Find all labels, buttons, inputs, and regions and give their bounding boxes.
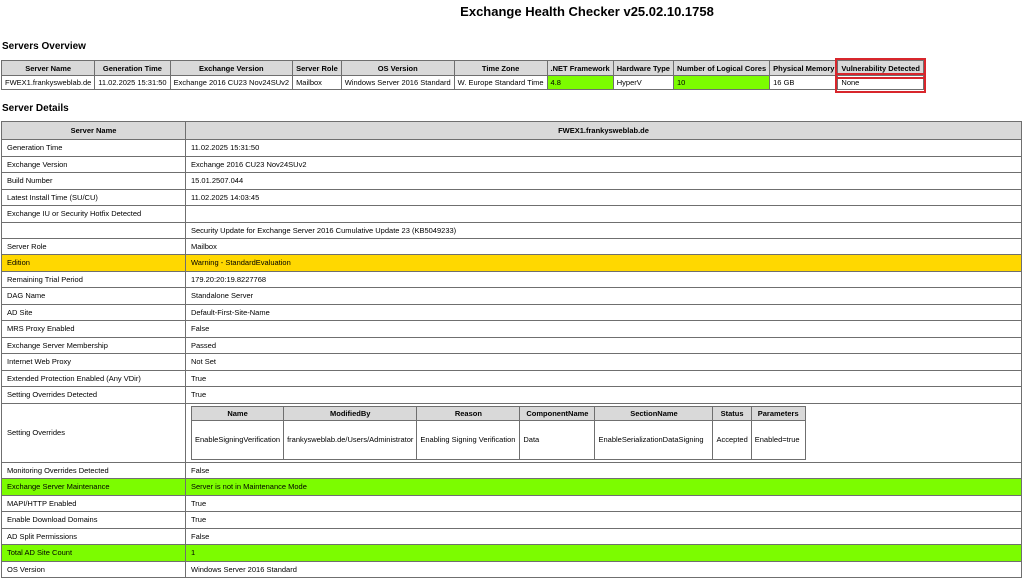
cell-server-role: Mailbox: [293, 76, 342, 90]
cell-generation-time: 11.02.2025 15:31:50: [95, 76, 170, 90]
col-vulnerability-detected: Vulnerability Detected: [838, 61, 924, 76]
col-modified-by: ModifiedBy: [284, 406, 417, 420]
table-row: [2, 222, 1022, 238]
cell-reason: Enabling Signing Verification: [417, 420, 520, 459]
overview-header-row: [2, 61, 924, 76]
details-header-key: Server Name: [2, 122, 186, 140]
cell-physical-memory: 16 GB: [770, 76, 838, 90]
row-key: OS Version: [2, 561, 186, 578]
row-key: [2, 222, 186, 238]
row-key: Monitoring Overrides Detected: [2, 462, 186, 479]
table-row-ok: [2, 479, 1022, 496]
table-row: [2, 512, 1022, 529]
table-row: [192, 420, 806, 459]
row-value: Security Update for Exchange Server 2016 Cumulative Update 23 (KB5049233): [186, 222, 1022, 238]
table-row: [2, 495, 1022, 512]
row-key: AD Site: [2, 304, 186, 321]
cell-hardware-type: HyperV: [613, 76, 673, 90]
row-key: Enable Download Domains: [2, 512, 186, 529]
row-key: MAPI/HTTP Enabled: [2, 495, 186, 512]
row-value: 179.20:20:19.8227768: [186, 271, 1022, 288]
table-row: [2, 403, 1022, 462]
col-component-name: ComponentName: [520, 406, 595, 420]
col-section-name: SectionName: [595, 406, 713, 420]
cell-server-name: FWEX1.frankysweblab.de: [2, 76, 95, 90]
table-row: [2, 354, 1022, 371]
page-title: Exchange Health Checker v25.02.10.1758: [460, 4, 714, 19]
row-key: Build Number: [2, 173, 186, 190]
row-key: Exchange Server Maintenance: [2, 479, 186, 496]
row-value: 1: [186, 545, 1022, 562]
col-status: Status: [713, 406, 751, 420]
row-key: Setting Overrides: [2, 403, 186, 462]
table-row: [2, 189, 1022, 206]
row-value: Not Set: [186, 354, 1022, 371]
table-row: [2, 321, 1022, 338]
col-os-version: OS Version: [341, 61, 454, 76]
row-key: Remaining Trial Period: [2, 271, 186, 288]
row-key: Generation Time: [2, 140, 186, 157]
cell-modified-by: frankysweblab.de/Users/Administrator: [284, 420, 417, 459]
col-hardware-type: Hardware Type: [613, 61, 673, 76]
row-value: Passed: [186, 337, 1022, 354]
row-key: DAG Name: [2, 288, 186, 305]
table-row: [2, 387, 1022, 404]
table-row: [2, 173, 1022, 190]
servers-overview-table: [1, 60, 924, 90]
row-key: Setting Overrides Detected: [2, 387, 186, 404]
row-value: Exchange 2016 CU23 Nov24SUv2: [186, 156, 1022, 173]
col-physical-memory: Physical Memory: [770, 61, 838, 76]
row-value: True: [186, 370, 1022, 387]
col-parameters: Parameters: [751, 406, 805, 420]
row-value: Server is not in Maintenance Mode: [186, 479, 1022, 496]
row-key: Exchange Version: [2, 156, 186, 173]
row-key: Extended Protection Enabled (Any VDir): [2, 370, 186, 387]
col-net-framework: .NET Framework: [547, 61, 613, 76]
col-server-name: Server Name: [2, 61, 95, 76]
table-row: [2, 271, 1022, 288]
col-name: Name: [192, 406, 284, 420]
table-row: [2, 370, 1022, 387]
setting-overrides-table: [191, 406, 806, 460]
table-row: [2, 156, 1022, 173]
row-value: Default-First-Site-Name: [186, 304, 1022, 321]
cell-os-version: Windows Server 2016 Standard: [341, 76, 454, 90]
table-row: [2, 462, 1022, 479]
row-value: [186, 206, 1022, 223]
row-key: Latest Install Time (SU/CU): [2, 189, 186, 206]
cell-logical-cores: 10: [673, 76, 769, 90]
table-row: [2, 528, 1022, 545]
cell-section-name: EnableSerializationDataSigning: [595, 420, 713, 459]
col-exchange-version: Exchange Version: [170, 61, 293, 76]
row-value: True: [186, 495, 1022, 512]
row-key: Server Role: [2, 238, 186, 255]
cell-net-framework: 4.8: [547, 76, 613, 90]
server-details-heading: Server Details: [2, 103, 69, 114]
server-details-table: [1, 121, 1022, 578]
row-key: Internet Web Proxy: [2, 354, 186, 371]
col-logical-cores: Number of Logical Cores: [673, 61, 769, 76]
table-row: [2, 206, 1022, 223]
table-row: [2, 76, 924, 90]
table-row-ok: [2, 545, 1022, 562]
cell-name: EnableSigningVerification: [192, 420, 284, 459]
row-value: True: [186, 387, 1022, 404]
row-value: Windows Server 2016 Standard: [186, 561, 1022, 578]
cell-time-zone: W. Europe Standard Time: [454, 76, 547, 90]
details-header-row: [2, 122, 1022, 140]
col-generation-time: Generation Time: [95, 61, 170, 76]
table-row: [2, 238, 1022, 255]
row-value: False: [186, 321, 1022, 338]
row-value: False: [186, 528, 1022, 545]
servers-overview-heading: Servers Overview: [2, 41, 86, 52]
row-key: Edition: [2, 255, 186, 272]
row-value: Mailbox: [186, 238, 1022, 255]
table-row: [2, 140, 1022, 157]
row-key: Exchange Server Membership: [2, 337, 186, 354]
cell-vulnerability-detected: None: [838, 76, 924, 90]
row-value: 11.02.2025 15:31:50: [186, 140, 1022, 157]
table-row-warning: [2, 255, 1022, 272]
details-header-server: FWEX1.frankysweblab.de: [186, 122, 1022, 140]
cell-exchange-version: Exchange 2016 CU23 Nov24SUv2: [170, 76, 293, 90]
row-value: Standalone Server: [186, 288, 1022, 305]
row-key: Total AD Site Count: [2, 545, 186, 562]
cell-parameters: Enabled=true: [751, 420, 805, 459]
table-row: [2, 304, 1022, 321]
table-row: [2, 561, 1022, 578]
col-time-zone: Time Zone: [454, 61, 547, 76]
row-value: 15.01.2507.044: [186, 173, 1022, 190]
table-row: [2, 337, 1022, 354]
table-row: [2, 288, 1022, 305]
row-key: MRS Proxy Enabled: [2, 321, 186, 338]
cell-component-name: Data: [520, 420, 595, 459]
row-value: Warning - StandardEvaluation: [186, 255, 1022, 272]
row-value: [186, 403, 1022, 462]
overrides-header-row: [192, 406, 806, 420]
col-reason: Reason: [417, 406, 520, 420]
row-value: False: [186, 462, 1022, 479]
row-key: AD Split Permissions: [2, 528, 186, 545]
row-value: True: [186, 512, 1022, 529]
col-server-role: Server Role: [293, 61, 342, 76]
cell-status: Accepted: [713, 420, 751, 459]
row-key: Exchange IU or Security Hotfix Detected: [2, 206, 186, 223]
row-value: 11.02.2025 14:03:45: [186, 189, 1022, 206]
